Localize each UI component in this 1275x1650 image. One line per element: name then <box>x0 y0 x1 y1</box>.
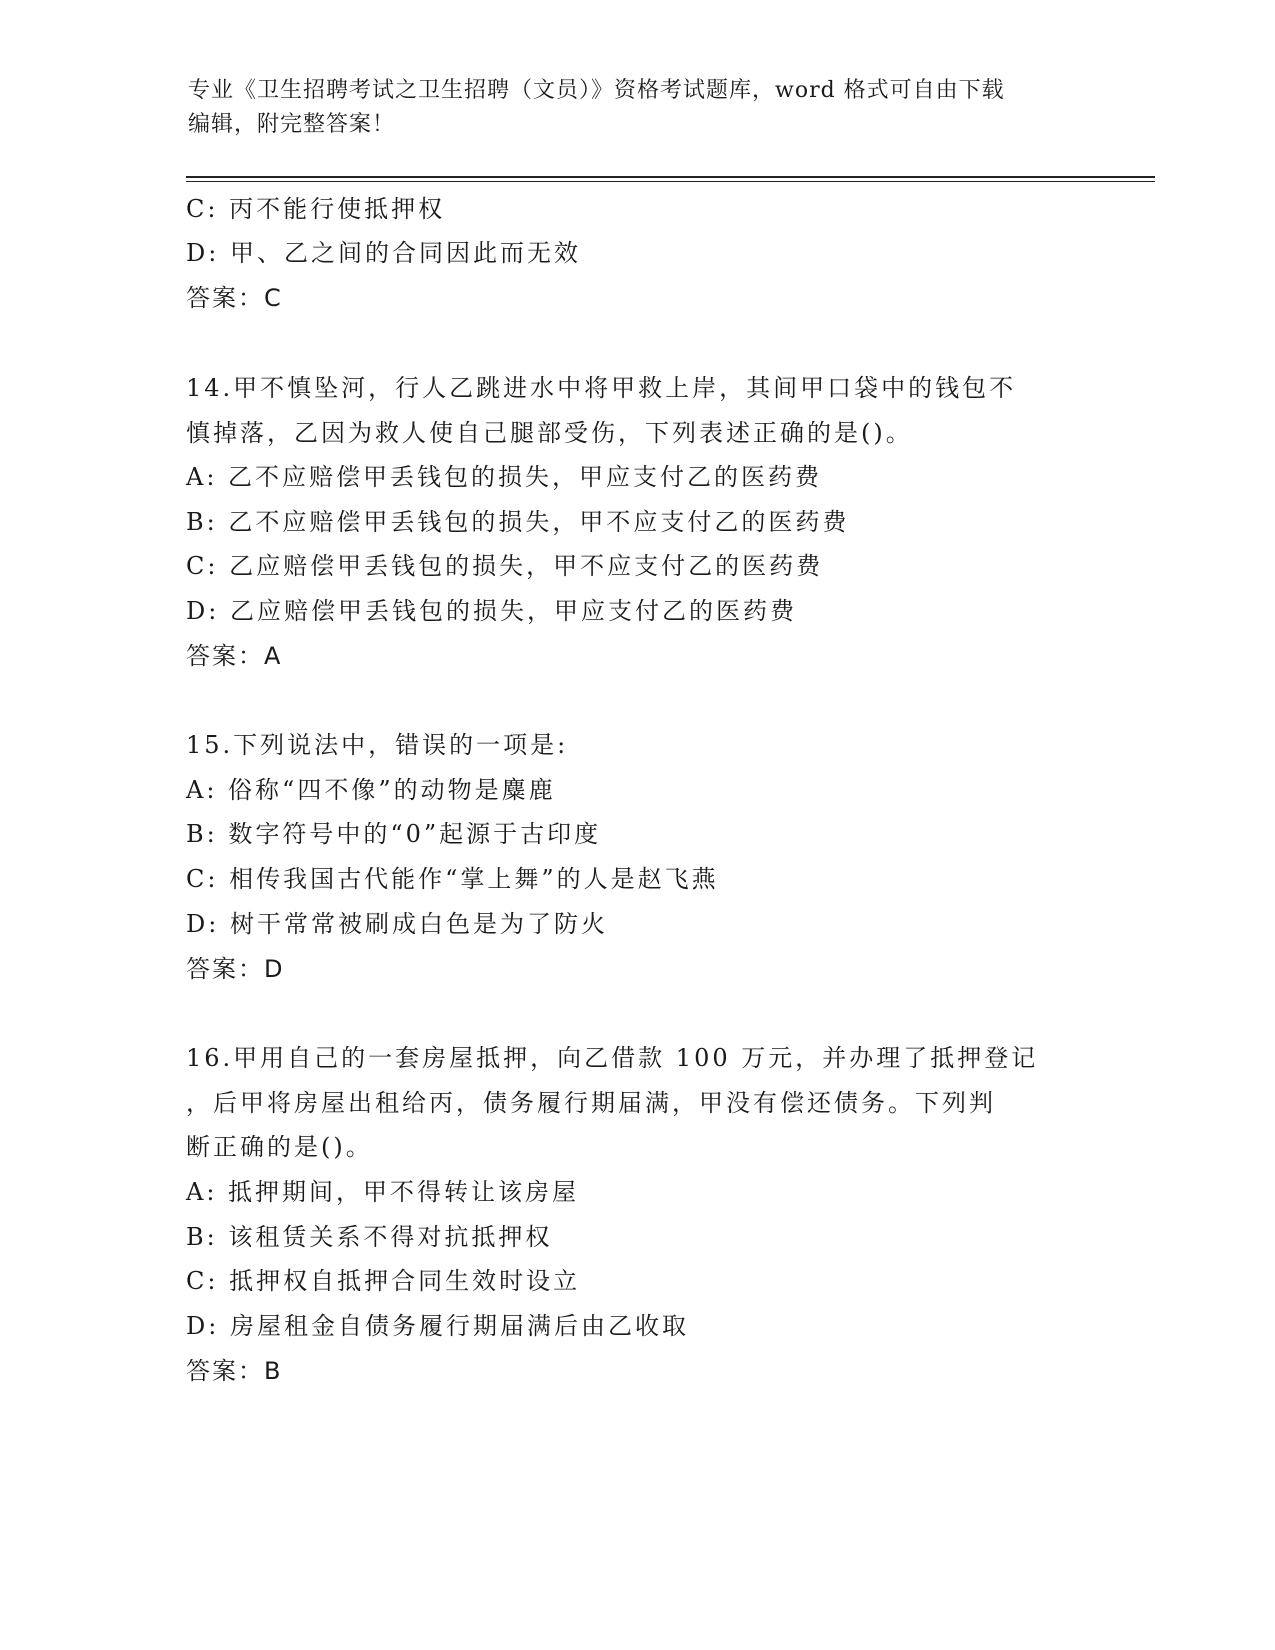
q13-option-d: D: 甲、乙之间的合同因此而无效 <box>186 239 581 267</box>
q15-answer: 答案：D <box>186 955 285 983</box>
q16-option-c: C: 抵押权自抵押合同生效时设立 <box>186 1267 581 1295</box>
q13-option-c: C: 丙不能行使抵押权 <box>186 195 446 223</box>
q16-option-d: D: 房屋租金自债务履行期届满后由乙收取 <box>186 1312 689 1340</box>
q14-stem-line-2: 慎掉落，乙因为救人使自己腿部受伤，下列表述正确的是()。 <box>186 419 913 447</box>
q15-option-a: A: 俗称“四不像”的动物是麋鹿 <box>186 776 556 804</box>
q14-option-c: C: 乙应赔偿甲丢钱包的损失，甲不应支付乙的医药费 <box>186 552 824 580</box>
header-divider-thin <box>186 181 1155 182</box>
header-line-2: 编辑，附完整答案！ <box>188 112 396 137</box>
q15-option-b: B: 数字符号中的“0”起源于古印度 <box>186 820 602 848</box>
q15-stem-line-1: 15.下列说法中，错误的一项是: <box>186 731 569 759</box>
q14-option-d: D: 乙应赔偿甲丢钱包的损失，甲应支付乙的医药费 <box>186 597 797 625</box>
q14-stem-line-1: 14.甲不慎坠河，行人乙跳进水中将甲救上岸，其间甲口袋中的钱包不 <box>186 374 1017 402</box>
q16-option-b: B: 该租赁关系不得对抗抵押权 <box>186 1223 553 1251</box>
q15-option-d: D: 树干常常被刷成白色是为了防火 <box>186 910 608 938</box>
q16-stem-line-1: 16.甲用自己的一套房屋抵押，向乙借款 100 万元，并办理了抵押登记 <box>186 1044 1039 1072</box>
document-header <box>188 74 1068 142</box>
q16-answer: 答案：B <box>186 1357 283 1385</box>
q14-option-b: B: 乙不应赔偿甲丢钱包的损失，甲不应支付乙的医药费 <box>186 508 850 536</box>
q16-stem-line-2: ，后甲将房屋出租给丙，债务履行期届满，甲没有偿还债务。下列判 <box>186 1089 996 1117</box>
header-line-1: 专业《卫生招聘考试之卫生招聘（文员）》资格考试题库，word 格式可自由下载 <box>188 78 1005 103</box>
q14-option-a: A: 乙不应赔偿甲丢钱包的损失，甲应支付乙的医药费 <box>186 463 823 491</box>
q16-option-a: A: 抵押期间，甲不得转让该房屋 <box>186 1178 580 1206</box>
header-divider-thick <box>186 176 1155 178</box>
q14-answer: 答案：A <box>186 642 283 670</box>
q13-answer: 答案：C <box>186 284 283 312</box>
q15-option-c: C: 相传我国古代能作“掌上舞”的人是赵飞燕 <box>186 865 719 893</box>
q16-stem-line-3: 断正确的是()。 <box>186 1133 373 1161</box>
